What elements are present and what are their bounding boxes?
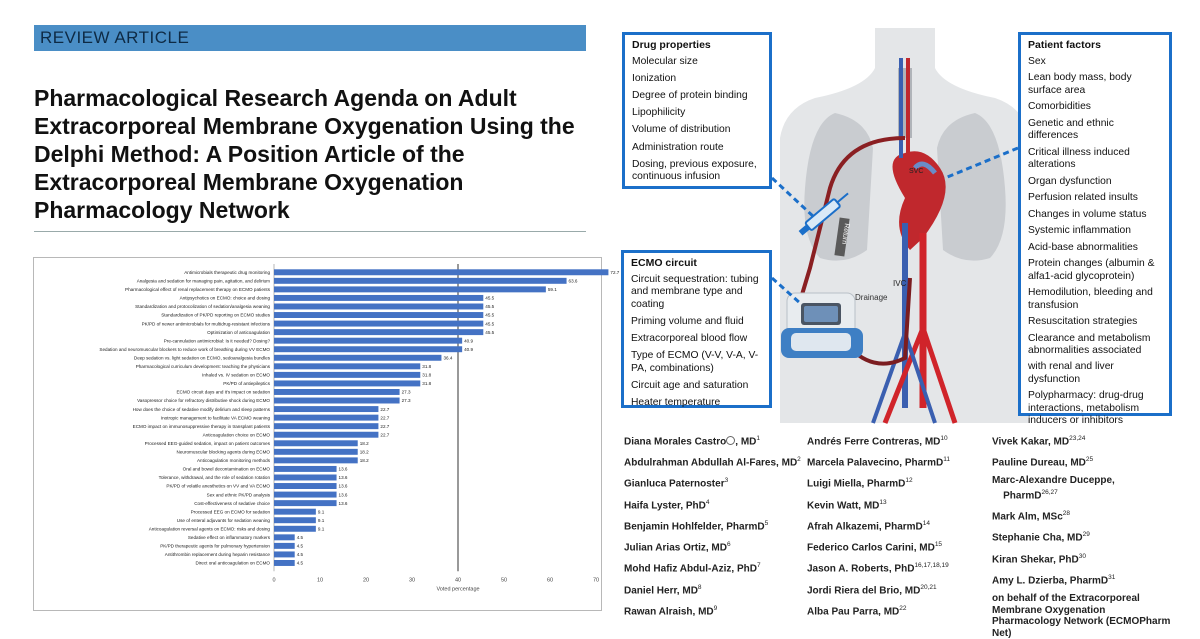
bar [274, 355, 441, 361]
category-label: Anticoagulation choice on ECMO [202, 432, 270, 438]
value-label: 13.6 [338, 475, 348, 481]
list-item: Administration route [632, 141, 724, 153]
list-item: Heater temperature [631, 397, 721, 409]
value-label: 4.5 [296, 543, 304, 549]
author: Kiran Shekar, PhD$^{30}$ [992, 552, 1086, 565]
category-label: PK/PD of newer antimicrobials for multidrug-resistant infections [141, 321, 270, 327]
list-item: Protein changes (albumin & alfa1-acid glycoprotein) [1028, 258, 1155, 282]
category-label: PK/PD of antiepileptics [223, 381, 270, 387]
value-label: 59.1 [547, 287, 557, 293]
category-label: Analgesia and sedation for managing pain, agitation, and delirium [136, 278, 270, 284]
drainage-label: Drainage [855, 293, 888, 302]
list-item: Organ dysfunction [1028, 175, 1112, 187]
list-item: Clearance and metabolism abnormalities associated [1028, 332, 1151, 357]
author: Benjamin Hohlfelder, PharmD$^5$ [624, 519, 769, 533]
value-label: 22.7 [380, 415, 390, 421]
bar [274, 269, 608, 275]
list-item: Extracorporeal blood flow [631, 333, 748, 345]
value-label: 22.7 [380, 406, 390, 412]
value-label: 4.5 [296, 552, 304, 558]
value-label: 45.5 [485, 329, 495, 335]
chart-canvas [34, 258, 620, 612]
author: Pauline Dureau, MD$^{25}$ [992, 456, 1094, 469]
value-label: 45.5 [485, 321, 495, 327]
list-item: Lipophilicity [632, 107, 686, 119]
bar [274, 432, 378, 438]
category-label: ECMO impact on immunosuppressive therapy in transplant patients [132, 423, 270, 429]
category-label: Sedation and neuromuscular blockers to reduce work of breathing during VV ECMO [99, 346, 270, 352]
category-label: Pre-cannulation antimicrobial: Is it needed? Dosing? [163, 338, 270, 344]
svc-label: SVC [909, 168, 924, 175]
category-label: PK/PD of volatile anesthetics on VV and VA ECMO [166, 483, 270, 489]
category-label: Optimization of anticoagulation [207, 329, 270, 335]
category-label: Use of enteral adjuvants for sedation weaning [176, 517, 270, 523]
author: Federico Carlos Carini, MD$^{15}$ [807, 541, 943, 554]
bar [274, 560, 295, 566]
bar [274, 440, 358, 446]
list-item: Circuit age and saturation [631, 380, 749, 392]
authors-column-1 [624, 433, 801, 624]
bar [274, 312, 483, 318]
value-label: 9.1 [317, 526, 325, 532]
patient-factors-title: Patient factors [1028, 39, 1101, 51]
value-label: 27.3 [401, 389, 411, 395]
value-label: 40.9 [464, 338, 474, 344]
x-tick-label: 20 [362, 577, 370, 584]
category-label: ECMO circuit days and it's impact on sedation [176, 389, 270, 395]
value-label: 22.7 [380, 432, 390, 438]
bar [274, 526, 316, 532]
category-label: Deep sedation vs. light sedation on ECMO, sedoanalgesia bundles [133, 355, 270, 361]
category-label: Anticoagulation monitoring methods [196, 458, 270, 464]
list-item: Sex [1028, 55, 1046, 67]
list-item: Molecular size [632, 55, 698, 67]
banner-label: REVIEW ARTICLE [40, 28, 190, 47]
author: Luigi Miella, PharmD$^{12}$ [807, 477, 913, 490]
value-label: 13.6 [338, 500, 348, 506]
bar [274, 398, 400, 404]
bar [274, 517, 316, 523]
category-label: Sedative effect on inflammatory markers [187, 535, 270, 541]
x-tick-label: 30 [408, 577, 416, 584]
category-label: Vasopressor choice for refractory distributive shock during ECMO [137, 398, 270, 404]
article-title: Pharmacological Research Agenda on Adult Extracorporeal Membrane Oxygenation Using the Delphi Method: A Position Article of the Extracorporeal Membrane Oxygenation Pharmacology Network [34, 85, 575, 223]
value-label: 13.6 [338, 492, 348, 498]
category-label: Tolerance, withdrawal, and the role of sedation rotation [158, 475, 270, 481]
category-label: Direct oral anticoagulation on ECMO [195, 560, 270, 566]
list-item: Ionization [632, 72, 677, 84]
drug-properties-box [622, 32, 772, 189]
value-label: 13.6 [338, 483, 348, 489]
bar [274, 406, 378, 412]
x-tick-label: 50 [500, 577, 508, 584]
x-tick-label: 0 [272, 577, 276, 584]
bar [274, 304, 483, 310]
category-label: Sex and ethnic PK/PD analysis [206, 492, 270, 498]
bar [274, 415, 378, 421]
list-item: Acid-base abnormalities [1028, 241, 1138, 253]
x-tick-label: 40 [454, 577, 462, 584]
bar [274, 551, 295, 557]
bar [274, 295, 483, 301]
ecmo-circuit-box [621, 250, 772, 408]
x-tick-label: 10 [316, 577, 324, 584]
bar [274, 329, 483, 335]
category-label: Anticoagulation reversal agents on ECMO: risks and dosing [148, 526, 270, 532]
value-label: 45.5 [485, 304, 495, 310]
list-item: Comorbidities [1028, 101, 1091, 113]
list-item: Hemodilution, bleeding and transfusion [1028, 287, 1153, 311]
category-label: Antipsychotics on ECMO: choice and dosing [179, 295, 270, 301]
author: Haifa Lyster, PhD$^4$ [624, 498, 710, 511]
author: Andrés Ferre Contreras, MD$^{10}$ [807, 435, 948, 448]
bar [274, 278, 567, 284]
x-tick-label: 60 [546, 577, 554, 584]
bar [274, 483, 337, 489]
bar [274, 466, 337, 472]
list-item: Degree of protein binding [632, 89, 748, 101]
category-label: Standardization and protocolization of sedation/analgesia weaning [135, 304, 270, 310]
value-label: 31.8 [422, 372, 432, 378]
author: Julian Arias Ortiz, $MD^6$ [624, 541, 731, 554]
list-item: Volume of distribution [632, 124, 731, 136]
bar [274, 338, 462, 344]
bar [274, 321, 483, 327]
category-label: Oral and bowel decontamination on ECMO [182, 466, 270, 472]
list-item: Dosing, previous exposure, continuous infusion [632, 158, 757, 183]
value-label: 72.7 [610, 269, 620, 275]
author: Jordi Riera del Brio, MD$^{20,21}$ [807, 583, 937, 596]
author: Abdulrahman Abdullah Al-Fares, $MD^2$ [624, 456, 801, 469]
author: Mohd Hafiz Abdul-Aziz, PhD$^7$ [624, 562, 761, 575]
bar [274, 475, 337, 481]
x-axis-label: Voted percentage [436, 586, 480, 593]
list-item: Priming volume and fluid [631, 315, 744, 327]
return-label: Return [840, 222, 850, 245]
ecmo-machine-icon [781, 293, 863, 358]
bar [274, 543, 295, 549]
patient-factors-box [1018, 32, 1172, 427]
value-label: 45.5 [485, 295, 495, 301]
bar [274, 534, 295, 540]
value-label: 9.1 [317, 509, 325, 515]
value-label: 18.2 [359, 449, 369, 455]
bar [274, 457, 358, 463]
category-label: Cost-effectiveness of sedative choice [194, 500, 270, 506]
list-item: Circuit sequestration: tubing and membrane type and coating [631, 273, 759, 310]
bar [274, 363, 420, 369]
category-label: Standardization of PK/PD reporting on ECMO studies [161, 312, 270, 318]
author: Gianluca Paternoster$^3$ [624, 477, 729, 490]
bar [274, 372, 420, 378]
drug-properties-title: Drug properties [632, 39, 711, 51]
value-label: 45.5 [485, 312, 495, 318]
list-item: with renal and liver dysfunction [1028, 361, 1114, 385]
orcid-icon [726, 436, 735, 445]
author: Rawan Alraish, $MD^9$ [624, 604, 718, 618]
author: Alba Pau Parra, MD$^{22}$ [807, 604, 907, 618]
author: Diana Morales Castro , $MD^1$ [624, 435, 760, 448]
title-divider [34, 231, 586, 232]
bar [274, 449, 358, 455]
value-label: 31.8 [422, 381, 432, 387]
list-item: Type of ECMO (V-V, V-A, V-PA, combinations) [631, 350, 759, 374]
value-label: 36.4 [443, 355, 453, 361]
category-label: Pharmacological curriculum development: teaching the physicians [135, 364, 270, 370]
author: Marcela Palavecino, PharmD$^{11}$ [807, 456, 950, 469]
authors-column-3 [992, 433, 1177, 639]
value-label: 4.5 [296, 535, 304, 541]
bar [274, 500, 337, 506]
bar [274, 389, 400, 395]
value-label: 18.2 [359, 440, 369, 446]
author: Stephanie Cha, MD$^{29}$ [992, 531, 1090, 544]
value-label: 4.5 [296, 560, 304, 566]
category-label: Processed EEG-guided sedation, impact on patient outcomes [144, 440, 270, 446]
x-tick-label: 70 [592, 577, 600, 584]
value-label: 63.6 [568, 278, 578, 284]
bar [274, 423, 378, 429]
author: Mark Alm, MSc$^{28}$ [992, 510, 1070, 523]
bar [274, 492, 337, 498]
category-label: Inhaled vs. IV sedation on ECMO [202, 372, 270, 378]
value-label: 27.3 [401, 398, 411, 404]
author: Marc-Alexandre Duceppe, PharmD$^{26,27}$ [992, 475, 1115, 502]
author: Daniel Herr, $MD^8$ [624, 583, 702, 596]
category-label: Antimicrobials therapeutic drug monitoring [184, 269, 270, 275]
bar [274, 380, 420, 386]
value-label: 22.7 [380, 423, 390, 429]
ecmo-circuit-title: ECMO circuit [631, 257, 697, 269]
list-item: Critical illness induced alterations [1028, 146, 1130, 171]
bar [274, 286, 546, 292]
value-label: 40.9 [464, 346, 474, 352]
authors-column-2 [807, 433, 950, 624]
on-behalf-note: on behalf of the Extracorporeal Membrane Oxygenation Pharmacology Network (ECMOPharm Net) [992, 593, 1171, 639]
author: Kevin Watt, MD$^{13}$ [807, 498, 887, 511]
review-article-banner [34, 25, 586, 51]
list-item: Systemic inflammation [1028, 225, 1131, 237]
category-label: Neuromuscular blocking agents during ECMO [176, 449, 270, 455]
author: Jason A. Roberts, PhD$^{16,17,18,19}$ [807, 562, 949, 575]
value-label: 31.8 [422, 364, 432, 370]
ecmo-pharmacology-figure [605, 28, 1185, 427]
author: Vivek Kakar, MD$^{23,24}$ [992, 435, 1086, 448]
category-label: Inotropic management to facilitate VA ECMO weaning [160, 415, 270, 421]
list-item: Resuscitation strategies [1028, 316, 1138, 328]
bar [274, 346, 462, 352]
ivc-label: IVC [893, 279, 907, 288]
delphi-bar-chart [33, 257, 620, 611]
value-label: 9.1 [317, 517, 325, 523]
list-item: Genetic and ethnic differences [1028, 117, 1114, 142]
author: Amy L. Dzierba, PharmD$^{31}$ [992, 573, 1116, 587]
value-label: 13.6 [338, 466, 348, 472]
category-label: PK/PD therapeutic agents for pulmonary hypertension [160, 543, 270, 549]
category-label: Processed EEG on ECMO for sedation [190, 509, 270, 515]
category-label: Pharmacological effect of renal replacement therapy on ECMO patients [125, 287, 270, 293]
category-label: How does the choice of sedative modify delirium and sleep patterns [132, 406, 270, 412]
list-item: Changes in volume status [1028, 208, 1147, 220]
value-label: 18.2 [359, 458, 369, 464]
bar [274, 509, 316, 515]
list-item: Lean body mass, body surface area [1028, 72, 1132, 96]
list-item: Polypharmacy: drug-drug interactions, metabolism inducers or inhibitors [1028, 390, 1144, 427]
author: Afrah Alkazemi, PharmD$^{14}$ [807, 519, 931, 533]
category-label: Antithrombin replacement during heparin resistance [164, 552, 270, 558]
list-item: Perfusion related insults [1028, 192, 1138, 204]
